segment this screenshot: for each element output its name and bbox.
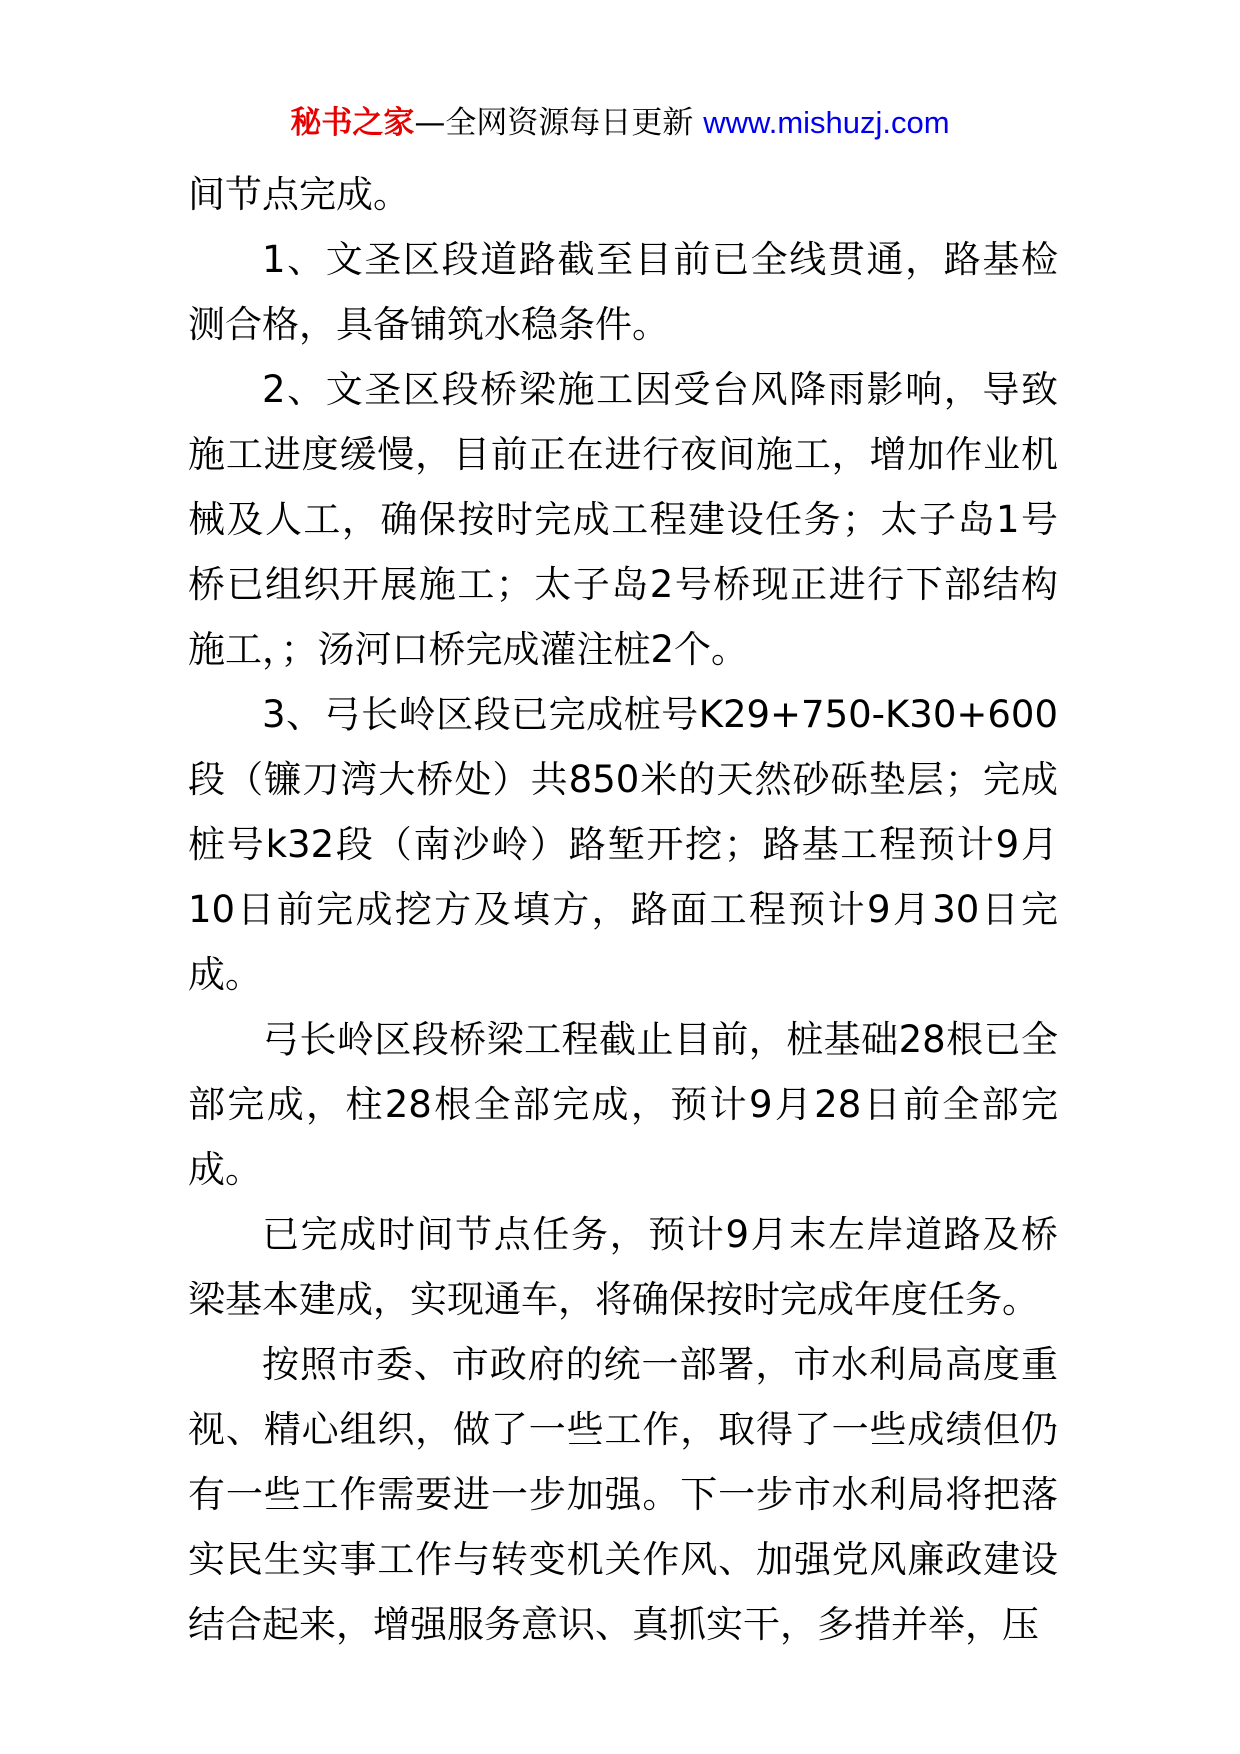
page-header [0, 100, 1240, 146]
brand-name: 秘书之家 [290, 105, 415, 141]
paragraph-next-steps: 按照市委、市政府的统一部署，市水利局高度重视、精心组织，做了一些工作，取得了一些成绩但仍有一些工作需要进一步加强。下一步市水利局将把落实民生实事工作与转变机关作风、加强党风廉政建设结合起来，增强服务意识、真抓实干，多措并举，压 [188, 1343, 1058, 1646]
paragraph-milestone: 已完成时间节点任务，预计9月末左岸道路及桥梁基本建成，实现通车，将确保按时完成年度任务。 [188, 1213, 1058, 1321]
header-tagline: —全网资源每日更新 [414, 105, 704, 141]
document-body [188, 162, 1058, 1657]
paragraph-bridge-progress: 弓长岭区段桥梁工程截止目前，桩基础28根已全部完成，柱28根全部完成，预计9月28日前全部完成。 [188, 1018, 1058, 1191]
paragraph-item-1: 1、文圣区段道路截至目前已全线贯通，路基检测合格，具备铺筑水稳条件。 [188, 238, 1058, 346]
paragraph-item-2: 2、文圣区段桥梁施工因受台风降雨影响，导致施工进度缓慢，目前正在进行夜间施工，增加作业机械及人工，确保按时完成工程建设任务；太子岛1号桥已组织开展施工；太子岛2号桥现正进行下部结构施工，；汤河口桥完成灌注桩2个。 [188, 368, 1058, 671]
site-link[interactable]: www.mishuzj.com [703, 105, 950, 140]
paragraph-item-3: 3、弓长岭区段已完成桩号K29+750-K30+600段（镰刀湾大桥处）共850米的天然砂砾垫层；完成桩号k32段（南沙岭）路堑开挖；路基工程预计9月10日前完成挖方及填方，路面工程预计9月30日完成。 [188, 693, 1058, 996]
paragraph-continuation: 间节点完成。 [188, 173, 410, 216]
